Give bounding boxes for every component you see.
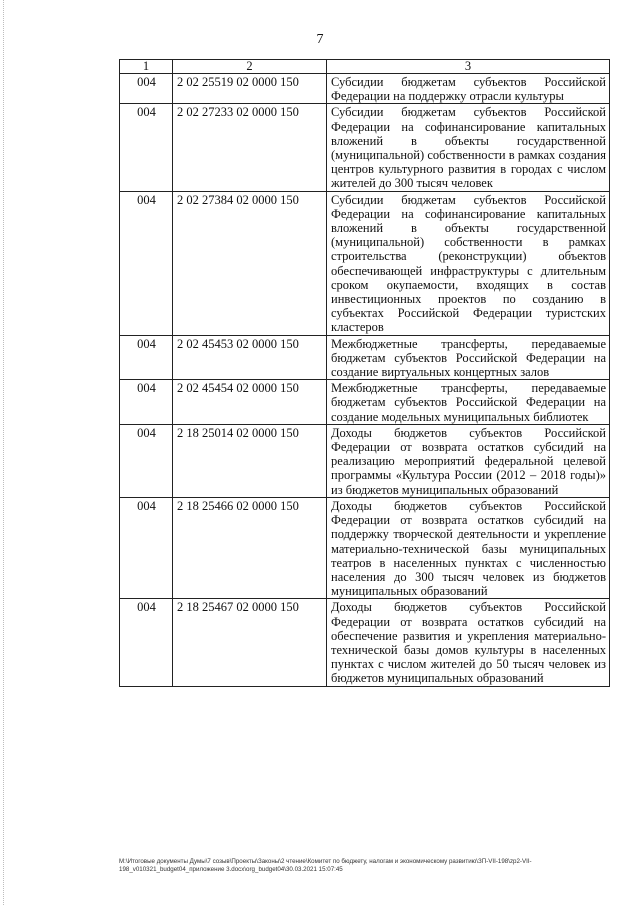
- page-number: 7: [316, 32, 324, 47]
- revenue-description-cell: Межбюджетные трансферты, передаваемые бюджетам субъектов Российской Федерации на создание виртуальных концертных залов: [327, 335, 610, 380]
- column-header-2: 2: [173, 60, 327, 74]
- document-file-path-footer: M:\Итоговые документы Думы\7 созыв\Проекты\Законы\2 чтение\Комитет по бюджету, налогам и экономическому развитию\ЗП-VII-198\zp2-VII-198_v010321_budget04_приложение 3.docx\org_budget04\30.03.2021 15:07:45: [119, 858, 532, 873]
- revenue-description-cell: Доходы бюджетов субъектов Российской Федерации от возврата остатков субсидий на обеспечение развития и укрепления материально-технической базы домов культуры в населенных пунктах с числом жителей до 50 тысяч человек из бюджетов муниципальных образований: [327, 599, 610, 686]
- revenue-code-cell: 2 18 25466 02 0000 150: [173, 497, 327, 598]
- revenue-code-cell: 2 18 25014 02 0000 150: [173, 424, 327, 497]
- table-header-row: [120, 60, 610, 74]
- column-header-3: 3: [327, 60, 610, 74]
- revenue-code-cell: 2 18 25467 02 0000 150: [173, 599, 327, 686]
- revenue-code-cell: 2 02 45453 02 0000 150: [173, 335, 327, 380]
- admin-code-cell: 004: [120, 424, 173, 497]
- table-row: [120, 497, 610, 598]
- column-header-1: 1: [120, 60, 173, 74]
- revenue-code-cell: 2 02 25519 02 0000 150: [173, 74, 327, 104]
- admin-code-cell: 004: [120, 380, 173, 425]
- admin-code-cell: 004: [120, 104, 173, 191]
- revenue-description-cell: Субсидии бюджетам субъектов Российской Федерации на софинансирование капитальных вложений в объекты государственной (муниципальной) собственности в рамках строительства (реконструкции) объектов обеспечивающей инфраструктуры с длительным сроком окупаемости, входящих в состав инвестиционных проектов по созданию в субъектах Российской Федерации туристских кластеров: [327, 191, 610, 335]
- table-row: [120, 424, 610, 497]
- table-row: [120, 191, 610, 335]
- revenue-code-cell: 2 02 27384 02 0000 150: [173, 191, 327, 335]
- revenue-description-cell: Доходы бюджетов субъектов Российской Федерации от возврата остатков субсидий на реализацию мероприятий федеральной целевой программы «Культура России (2012 – 2018 годы)» из бюджетов муниципальных образований: [327, 424, 610, 497]
- admin-code-cell: 004: [120, 335, 173, 380]
- binding-margin-line: [3, 0, 4, 905]
- revenue-description-cell: Доходы бюджетов субъектов Российской Федерации от возврата остатков субсидий на поддержку творческой деятельности и укрепление материально-технической базы муниципальных театров в населенных пунктах с численностью населения до 300 тысяч человек из бюджетов муниципальных образований: [327, 497, 610, 598]
- admin-code-cell: 004: [120, 74, 173, 104]
- revenue-codes-table: [119, 59, 610, 687]
- revenue-code-cell: 2 02 27233 02 0000 150: [173, 104, 327, 191]
- admin-code-cell: 004: [120, 599, 173, 686]
- revenue-description-cell: Межбюджетные трансферты, передаваемые бюджетам субъектов Российской Федерации на создание модельных муниципальных библиотек: [327, 380, 610, 425]
- revenue-description-cell: Субсидии бюджетам субъектов Российской Федерации на поддержку отрасли культуры: [327, 74, 610, 104]
- revenue-code-cell: 2 02 45454 02 0000 150: [173, 380, 327, 425]
- table-row: [120, 599, 610, 686]
- table-row: [120, 74, 610, 104]
- admin-code-cell: 004: [120, 191, 173, 335]
- revenue-description-cell: Субсидии бюджетам субъектов Российской Федерации на софинансирование капитальных вложений в объекты государственной (муниципальной) собственности в рамках создания центров культурного развития в городах с числом жителей до 300 тысяч человек: [327, 104, 610, 191]
- table-row: [120, 104, 610, 191]
- table-row: [120, 335, 610, 380]
- table-row: [120, 380, 610, 425]
- admin-code-cell: 004: [120, 497, 173, 598]
